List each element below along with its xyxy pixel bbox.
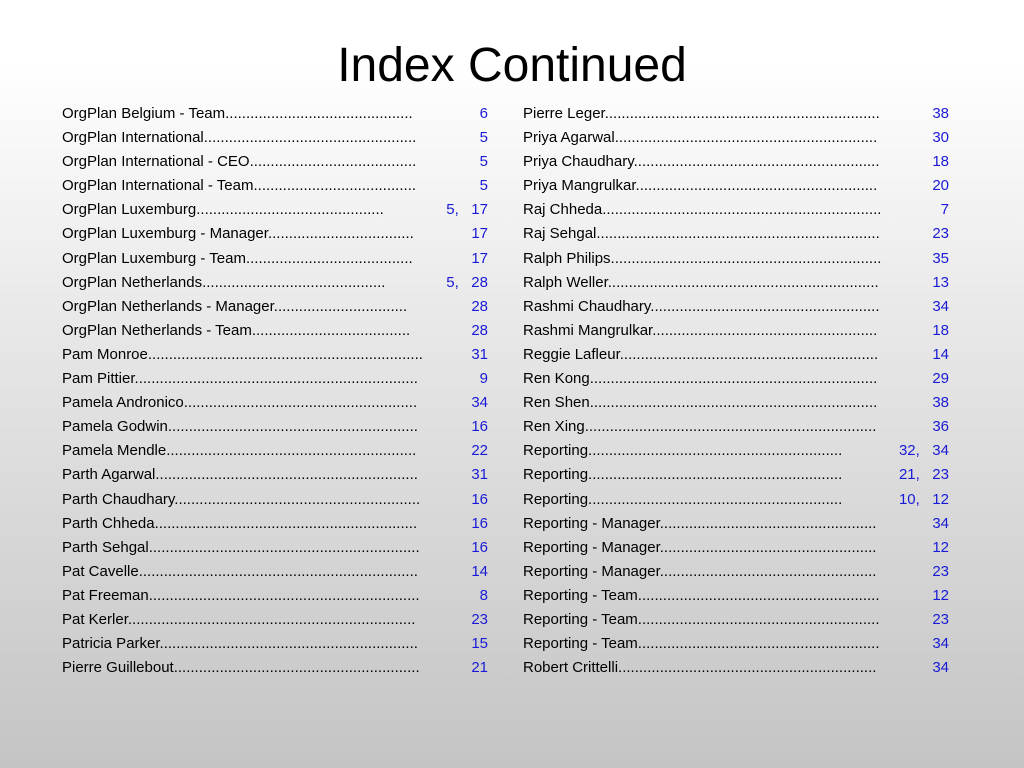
index-entry-label: Rashmi Chaudhary....................................................... xyxy=(523,297,880,315)
index-entry-label: OrgPlan International - Team....................................... xyxy=(62,177,417,195)
index-entry-label: Pat Kerler..................................................................... xyxy=(62,610,416,628)
index-entry xyxy=(523,656,949,680)
index-entry-label: Pam Monroe.................................................................. xyxy=(62,345,423,363)
index-entry xyxy=(523,150,949,174)
index-entry-page-link[interactable]: 34 xyxy=(932,635,949,653)
index-entry-label: OrgPlan Luxemburg - Manager................................... xyxy=(62,225,414,243)
index-entry-page-link[interactable]: 12 xyxy=(932,586,949,604)
index-entry-page-link[interactable]: 21, 23 xyxy=(898,466,949,484)
index-entry xyxy=(62,608,488,632)
index-entry-label: Pamela Mendle............................................................ xyxy=(62,442,417,460)
index-entry-page-link[interactable]: 22 xyxy=(471,442,488,460)
index-entry-label: OrgPlan Netherlands - Team...................................... xyxy=(62,321,411,339)
index-entry-page-link[interactable]: 34 xyxy=(932,659,949,677)
index-entry-page-link[interactable]: 14 xyxy=(932,345,949,363)
index-entry-page-link[interactable]: 8 xyxy=(479,586,488,604)
index-entry-page-link[interactable]: 34 xyxy=(932,514,949,532)
index-entry-label: Pat Freeman................................................................. xyxy=(62,586,420,604)
index-entry-label: Pamela Andronico........................................................ xyxy=(62,394,418,412)
index-entry xyxy=(62,126,488,150)
index-entry-page-link[interactable]: 21 xyxy=(471,659,488,677)
index-entry-page-link[interactable]: 5, 28 xyxy=(446,273,488,291)
index-entry-page-link[interactable]: 18 xyxy=(932,153,949,171)
index-entry xyxy=(62,560,488,584)
index-entry xyxy=(523,391,949,415)
index-entry-label: Patricia Parker.............................................................. xyxy=(62,635,418,653)
index-entry xyxy=(62,439,488,463)
index-entry-label: OrgPlan Belgium - Team............................................. xyxy=(62,105,413,122)
index-entry xyxy=(62,488,488,512)
index-entry-page-link[interactable]: 34 xyxy=(932,297,949,315)
index-entry-page-link[interactable]: 16 xyxy=(471,514,488,532)
index-entry-page-link[interactable]: 16 xyxy=(471,490,488,508)
index-entry xyxy=(62,536,488,560)
index-entry-label: Reporting - Team.......................................................... xyxy=(523,610,880,628)
index-entry-label: Pierre Guillebout........................................................... xyxy=(62,659,420,677)
index-entry xyxy=(523,415,949,439)
index-entry xyxy=(62,295,488,319)
index-entry-page-link[interactable]: 23 xyxy=(932,225,949,243)
index-entry-label: Reggie Lafleur.............................................................. xyxy=(523,345,879,363)
index-entry xyxy=(523,488,949,512)
index-entry-page-link[interactable]: 16 xyxy=(471,418,488,436)
index-entry xyxy=(62,222,488,246)
index-column-right xyxy=(523,102,949,680)
index-entry-label: Parth Sehgal................................................................. xyxy=(62,538,420,556)
index-entry-label: Raj Sehgal.................................................................... xyxy=(523,225,880,243)
index-entry-page-link[interactable]: 15 xyxy=(471,635,488,653)
index-column-left xyxy=(62,102,488,680)
index-entry-label: OrgPlan Netherlands - Manager................................ xyxy=(62,297,408,315)
index-entry-label: Priya Mangrulkar.......................................................... xyxy=(523,177,878,195)
index-entry xyxy=(62,463,488,487)
index-entry xyxy=(62,247,488,271)
index-entry-label: Parth Agarwal............................................................... xyxy=(62,466,418,484)
index-entry-label: Reporting - Team.......................................................... xyxy=(523,635,880,653)
index-entry-label: Reporting - Manager.................................................... xyxy=(523,562,877,580)
index-entry xyxy=(62,632,488,656)
index-entry-page-link[interactable]: 17 xyxy=(471,225,488,243)
index-entry-page-link[interactable]: 10, 12 xyxy=(898,490,949,508)
index-entry xyxy=(523,463,949,487)
index-entry-page-link[interactable]: 38 xyxy=(932,105,949,122)
index-entry-label: Reporting - Manager.................................................... xyxy=(523,538,877,556)
index-entry-label: Reporting............................................................. xyxy=(523,490,843,508)
index-entry xyxy=(523,247,949,271)
index-entry-label: Reporting............................................................. xyxy=(523,466,843,484)
index-entry-page-link[interactable]: 5 xyxy=(479,153,488,171)
index-entry-label: OrgPlan International................................................... xyxy=(62,129,417,147)
index-entry-label: Priya Chaudhary........................................................... xyxy=(523,153,880,171)
index-entry-page-link[interactable]: 31 xyxy=(471,345,488,363)
index-entry xyxy=(62,319,488,343)
index-entry xyxy=(523,632,949,656)
index-entry-label: Pamela Godwin............................................................ xyxy=(62,418,418,436)
index-entry xyxy=(62,102,488,126)
index-entry-page-link[interactable]: 14 xyxy=(471,562,488,580)
index-entry-page-link[interactable]: 35 xyxy=(932,249,949,267)
index-entry-label: Pam Pittier.................................................................... xyxy=(62,370,418,388)
index-entry-label: Reporting............................................................. xyxy=(523,442,843,460)
index-entry-label: Rashmi Mangrulkar...................................................... xyxy=(523,321,878,339)
index-entry-label: Parth Chheda............................................................... xyxy=(62,514,418,532)
index-entry xyxy=(523,512,949,536)
index-entry-label: OrgPlan Luxemburg............................................. xyxy=(62,201,384,219)
index-entry-label: Reporting - Manager.................................................... xyxy=(523,514,877,532)
index-entry xyxy=(523,536,949,560)
index-entry xyxy=(523,222,949,246)
index-entry-label: Robert Crittelli.............................................................. xyxy=(523,659,877,677)
index-entry xyxy=(523,560,949,584)
index-entry-label: Priya Agarwal............................................................... xyxy=(523,129,878,147)
index-entry-label: Parth Chaudhary........................................................... xyxy=(62,490,421,508)
index-entry-page-link[interactable]: 29 xyxy=(932,370,949,388)
index-entry xyxy=(62,415,488,439)
index-entry xyxy=(62,150,488,174)
index-entry xyxy=(62,198,488,222)
index-entry xyxy=(523,439,949,463)
index-entry xyxy=(523,102,949,126)
index-entry xyxy=(523,319,949,343)
index-entry-page-link[interactable]: 32, 34 xyxy=(898,442,949,460)
index-entry-page-link[interactable]: 7 xyxy=(940,201,949,219)
index-entry-page-link[interactable]: 28 xyxy=(471,321,488,339)
index-entry-page-link[interactable]: 34 xyxy=(471,394,488,412)
index-entry-label: Ralph Weller................................................................. xyxy=(523,273,879,291)
index-entry-page-link[interactable]: 9 xyxy=(479,370,488,388)
index-entry-page-link[interactable]: 23 xyxy=(932,562,949,580)
index-entry-label: OrgPlan International - CEO........................................ xyxy=(62,153,417,171)
index-entry xyxy=(523,198,949,222)
index-entry-page-link[interactable]: 20 xyxy=(932,177,949,195)
index-entry-label: Reporting - Team.......................................................... xyxy=(523,586,880,604)
index-entry xyxy=(62,174,488,198)
index-entry-label: Pat Cavelle................................................................... xyxy=(62,562,418,580)
index-entry-label: Ralph Philips................................................................. xyxy=(523,249,882,267)
index-entry xyxy=(523,271,949,295)
index-entry-page-link[interactable]: 23 xyxy=(471,610,488,628)
index-entry-label: OrgPlan Luxemburg - Team........................................ xyxy=(62,249,413,267)
index-entry-label: Ren Shen..................................................................... xyxy=(523,394,878,412)
index-entry-label: Pierre Leger.................................................................. xyxy=(523,105,880,122)
index-entry-label: Raj Chheda................................................................... xyxy=(523,201,882,219)
index-entry-page-link[interactable]: 28 xyxy=(471,297,488,315)
index-entry-label: OrgPlan Netherlands............................................ xyxy=(62,273,386,291)
index-entry xyxy=(62,367,488,391)
index-entry-page-link[interactable]: 5 xyxy=(479,129,488,147)
index-entry xyxy=(523,174,949,198)
index-entry xyxy=(62,271,488,295)
index-entry xyxy=(523,367,949,391)
index-entry xyxy=(62,343,488,367)
index-entry xyxy=(62,391,488,415)
index-entry-page-link[interactable]: 13 xyxy=(932,273,949,291)
page-title: Index Continued xyxy=(337,39,687,92)
index-entry-page-link[interactable]: 6 xyxy=(479,105,488,122)
index-entry xyxy=(523,126,949,150)
index-entry-page-link[interactable]: 23 xyxy=(932,610,949,628)
index-entry-page-link[interactable]: 31 xyxy=(471,466,488,484)
index-entry xyxy=(523,608,949,632)
index-entry-page-link[interactable]: 5 xyxy=(479,177,488,195)
index-entry-page-link[interactable]: 38 xyxy=(932,394,949,412)
index-entry xyxy=(523,343,949,367)
index-entry-page-link[interactable]: 12 xyxy=(932,538,949,556)
index-entry xyxy=(523,295,949,319)
index-entry-page-link[interactable]: 5, 17 xyxy=(446,201,488,219)
index-entry xyxy=(523,584,949,608)
index-entry-page-link[interactable]: 16 xyxy=(471,538,488,556)
index-entry-label: Ren Xing...................................................................... xyxy=(523,418,877,436)
index-entry-page-link[interactable]: 36 xyxy=(932,418,949,436)
index-entry-label: Ren Kong..................................................................... xyxy=(523,370,878,388)
index-entry xyxy=(62,512,488,536)
index-entry-page-link[interactable]: 30 xyxy=(932,129,949,147)
index-entry xyxy=(62,584,488,608)
index-entry-page-link[interactable]: 18 xyxy=(932,321,949,339)
index-entry xyxy=(62,656,488,680)
index-entry-page-link[interactable]: 17 xyxy=(471,249,488,267)
